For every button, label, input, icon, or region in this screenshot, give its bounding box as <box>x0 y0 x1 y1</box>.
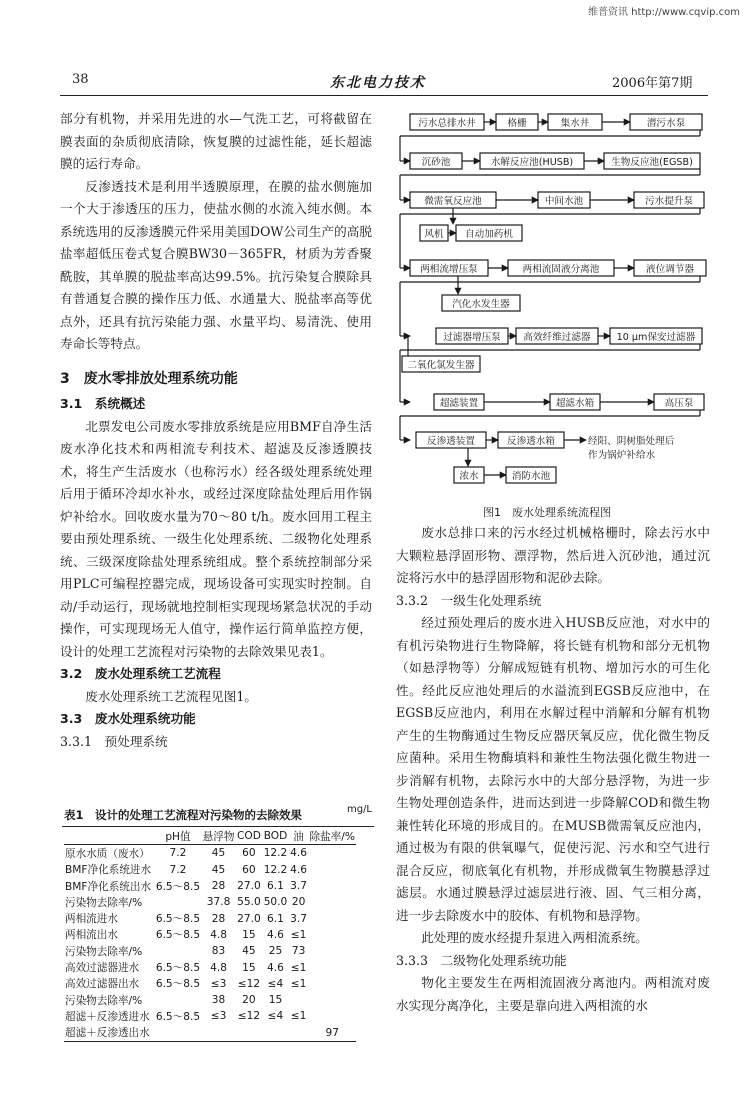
table-cell <box>309 1008 357 1024</box>
table-cell: 37.8 <box>206 896 231 909</box>
row-label: BMF净化系统进水 <box>65 864 152 877</box>
flow-label: 高效纤维过滤器 <box>523 332 591 343</box>
table-cell: 4.6 <box>290 863 308 876</box>
flow-label: 自动加药机 <box>465 229 513 240</box>
table-cell <box>154 992 201 1008</box>
row-label: BMF净化系统出水 <box>65 880 152 893</box>
table-row <box>64 878 356 894</box>
row-label: 超滤＋反渗透出水 <box>64 1025 154 1042</box>
subsubsection-heading: 3.3.1 预处理系统 <box>60 733 168 749</box>
page-number: 38 <box>72 72 89 87</box>
table-cell <box>309 878 357 894</box>
table-cell: 6.1 <box>267 912 284 925</box>
table-cell <box>289 1025 309 1042</box>
flow-label: 污水提升泵 <box>645 196 693 207</box>
left-column <box>60 108 372 753</box>
watermark: 维普资讯 http://www.cqvip.com <box>587 7 740 18</box>
flow-label: 反渗透装置 <box>427 436 475 447</box>
table-cell: 45 <box>211 847 226 860</box>
table-header-cell <box>64 828 154 845</box>
journal-title: 东北电力技术 <box>330 75 426 91</box>
paragraph: 北票发电公司废水零排放系统是应用BMF自净生活废水净化技术和两相流专利技术、超滤及反渗透膜技术，将生产生活废水（也称污水）经各级处理系统处理后用于循环冷却水补水，或经过深度除盐处理后用作锅炉补给水。回收废水量为70～80 t/h。废水回用工程主要由预处理系统、一级生化处理系统、二级物化处理系统、三级深度除盐处理系统组成。整个系统控制部分采用PLC可编程控器完成，现场设备可实现实时控制。自动/手动运行，现场就地控制柜实现现场紧急状况的手动操作，可实现现场无人值守，操作运行简单监控方便，设计的处理工艺流程对污染物的去除效果见表1。 <box>60 418 372 659</box>
table-cell: 25 <box>268 945 283 958</box>
section-heading: 3 废水零排放处理系统功能 <box>60 370 238 387</box>
table-header-cell: BOD <box>262 828 288 845</box>
table-cell <box>309 959 357 975</box>
table-cell: 4.8 <box>210 928 227 941</box>
table-cell: 15 <box>268 994 283 1007</box>
table-header-cell: COD <box>236 828 263 845</box>
table-cell: 6.5～8.5 <box>155 880 201 893</box>
flow-label: 超滤水箱 <box>555 398 595 409</box>
table-cell: 6.1 <box>267 880 284 893</box>
table-row <box>64 910 356 926</box>
table-cell: 4.6 <box>267 928 284 941</box>
table-cell <box>309 927 357 943</box>
paragraph: 此处理的废水经提升泵进入两相流系统。 <box>421 930 648 945</box>
row-label: 超滤＋反渗透进水 <box>65 1010 150 1023</box>
flow-label: 反渗透水箱 <box>507 436 555 447</box>
table-cell <box>309 862 357 878</box>
paragraph: 部分有机物，并采用先进的水—气洗工艺，可将截留在膜表面的杂质彻底清除，恢复膜的过滤性能，延长超滤膜的运行寿命。 <box>60 111 372 171</box>
flow-label: 格栅 <box>507 118 527 129</box>
table-cell <box>154 894 201 910</box>
table-header-cell: 除盐率/% <box>309 828 357 845</box>
table-row <box>64 976 356 992</box>
table-row <box>64 959 356 975</box>
flow-label: 生物反应池(EGSB) <box>611 157 693 168</box>
table-row <box>64 943 356 959</box>
table-cell: 6.5～8.5 <box>155 1010 201 1023</box>
paragraph: 经过预处理后的废水进入HUSB反应池，对水中的有机污染物进行生物降解，将长链有机物和部分无机物（如悬浮物等）分解成短链有机物、增加污水的可生化性。经此反应池处理后的水溢流到EGSB反应池中，在EGSB反应池内，利用在水解过程中消解和分解有机物产生的生物酶通过生物反应器厌氧反应，优化微生物反应菌种。采用生物酶填料和兼性生物法强化微生物进一步消解有机物，去除污水中的大部分悬浮物，为进一步生物处理创造条件，进而达到进一步降解COD和微生物兼性转化环境的形成目的。在MUSB微需氧反应池内，通过极为有限的供氧曝气，促使污泥、污水和空气进行混合反应，彻底氧化有机物，并形成微氧生物膜悬浮过滤层。水通过膜悬浮过滤层进行液、固、气三相分离，进一步去除废水中的胶体、有机物和悬浮物。 <box>396 615 710 923</box>
table-cell: 6.5～8.5 <box>155 962 201 975</box>
table-cell: 27.0 <box>237 912 261 925</box>
table-cell <box>154 943 201 959</box>
table-cell: 15 <box>242 928 256 941</box>
table-cell: 60 <box>242 863 256 876</box>
table-cell: 7.2 <box>169 847 187 860</box>
flow-label: 集水井 <box>560 118 590 129</box>
table-cell: ≤4 <box>267 977 284 990</box>
row-label: 原水水质（废水） <box>65 847 150 860</box>
flow-label: 消防水池 <box>511 471 551 482</box>
table-cell: 4.8 <box>210 961 227 974</box>
flow-label: 风机 <box>424 229 444 240</box>
table-cell: 60 <box>242 847 256 860</box>
table-cell: ≤1 <box>290 928 307 941</box>
flow-label: 沉砂池 <box>421 157 451 168</box>
flow-label: 高压泵 <box>664 398 694 409</box>
flow-label: 10 μm保安过滤器 <box>616 332 696 343</box>
table-cell: ≤3 <box>210 977 227 990</box>
flow-label: 污水总排水井 <box>418 118 476 129</box>
table-cell <box>309 992 357 1008</box>
table-cell: 83 <box>211 945 226 958</box>
table-header-cell: 油 <box>289 828 309 845</box>
table-cell: ≤1 <box>290 961 307 974</box>
table-cell: 12.2 <box>263 863 288 876</box>
table-top-rule <box>62 826 374 827</box>
table-header-cell: pH值 <box>154 828 201 845</box>
table-cell: ≤12 <box>237 977 261 990</box>
table-cell: 3.7 <box>290 880 308 893</box>
row-label: 污染物去除率/% <box>65 994 143 1007</box>
flow-label: 超滤装置 <box>439 398 479 409</box>
flow-label: 潜污水泵 <box>646 118 686 129</box>
header-rule <box>60 95 708 96</box>
flow-diagram <box>398 100 712 495</box>
table-row <box>64 927 356 943</box>
table-row <box>64 845 356 862</box>
table-cell: 38 <box>211 994 226 1007</box>
table-cell: 97 <box>309 1025 357 1042</box>
table-cell: 3.7 <box>290 912 308 925</box>
table-cell: 20 <box>291 896 306 909</box>
row-label: 污染物去除率/% <box>65 945 143 958</box>
flow-label: 两相流固液分离池 <box>522 264 600 275</box>
table-cell: 55.0 <box>237 896 261 909</box>
subsubsection-heading: 3.3.2 一级生化处理系统 <box>396 592 542 608</box>
row-label: 两相流进水 <box>65 913 118 926</box>
table-row <box>64 862 356 878</box>
flow-label: 二氧化氯发生器 <box>407 360 475 371</box>
subsection-heading: 3.3 废水处理系统功能 <box>60 711 196 726</box>
right-column <box>396 522 710 1017</box>
subsection-heading: 3.2 废水处理系统工艺流程 <box>60 666 221 681</box>
table-cell <box>309 894 357 910</box>
table-header-cell: 悬浮物 <box>202 828 236 845</box>
table-cell: 28 <box>211 912 226 925</box>
table-cell: 7.2 <box>169 863 187 876</box>
row-label: 高效过滤器出水 <box>65 978 140 991</box>
flow-label: 水解反应池(HUSB) <box>490 157 574 168</box>
flow-label: 作为锅炉补给水 <box>588 450 656 461</box>
paragraph: 反渗透技术是利用半透膜原理，在膜的盐水侧施加一个大于渗透压的压力，使盐水侧的水流入纯水侧。本系统选用的反渗透膜元件采用美国DOW公司生产的高脱盐率超低压卷式复合膜BW30－365FR，材质为芳香聚酰胺，其单膜的脱盐率高达99.5%。抗污染复合膜除具有普通复合膜的操作压力低、水通量大、脱盐率高等优点外，还具有抗污染能力强、水量平均、易清洗、使用寿命长等特点。 <box>60 178 372 351</box>
table-cell: 73 <box>291 945 306 958</box>
flow-label: 两相流增压泵 <box>420 264 478 275</box>
paragraph: 废水处理系统工艺流程见图1。 <box>85 688 257 704</box>
flow-label: 中间水池 <box>544 196 584 207</box>
flow-label: 汽化水发生器 <box>452 299 510 310</box>
table-cell: 50.0 <box>263 896 288 909</box>
paragraph: 废水总排口来的污水经过机械格栅时，除去污水中大颗粒悬浮固形物、漂浮物，然后进入沉砂池，通过沉淀将污水中的悬浮固形物和泥砂去除。 <box>396 525 710 585</box>
table-row <box>64 1025 356 1042</box>
table-cell: 4.6 <box>290 847 308 860</box>
row-label: 两相流出水 <box>65 929 118 942</box>
subsubsection-heading: 3.3.3 二级物化处理系统功能 <box>396 952 567 968</box>
table-cell: 4.6 <box>267 961 284 974</box>
table-row <box>64 992 356 1008</box>
table-cell: 28 <box>211 880 226 893</box>
flow-label: 过滤器增压泵 <box>443 332 501 343</box>
paragraph: 物化主要发生在两相流固液分离池内。两相流对废水实现分离净化，主要是靠向进入两相流的水 <box>396 975 710 1013</box>
table-cell <box>289 992 309 1008</box>
table-cell: 6.5～8.5 <box>155 978 201 991</box>
table-cell: 45 <box>242 945 256 958</box>
table-cell: ≤1 <box>290 1010 307 1023</box>
table-cell <box>202 1025 236 1042</box>
flow-label: 液位调节器 <box>646 264 694 275</box>
table-cell <box>262 1025 288 1042</box>
table-unit: mg/L <box>346 804 372 815</box>
table-cell: ≤1 <box>290 977 307 990</box>
table-cell: 45 <box>211 863 226 876</box>
table-cell: 6.5～8.5 <box>155 929 201 942</box>
table-cell <box>236 1025 263 1042</box>
table-cell: ≤12 <box>237 1010 261 1023</box>
table-cell: 27.0 <box>237 880 261 893</box>
table-caption: 表1 设计的处理工艺流程对污染物的去除效果 <box>64 808 302 822</box>
table-cell: 6.5～8.5 <box>155 913 201 926</box>
flow-label: 经阳、阴树脂处理后 <box>588 436 675 447</box>
data-table <box>64 828 356 1042</box>
flow-label: 浓水 <box>459 471 479 482</box>
table-cell <box>154 1025 201 1042</box>
table-cell: ≤4 <box>267 1010 284 1023</box>
table-cell: 20 <box>242 994 256 1007</box>
table-row <box>64 1008 356 1024</box>
table-cell: ≤3 <box>210 1010 227 1023</box>
figure-caption: 图1 废水处理系统流程图 <box>483 506 611 519</box>
table-cell: 12.2 <box>263 847 288 860</box>
row-label: 污染物去除率/% <box>65 896 143 909</box>
subsection-heading: 3.1 系统概述 <box>60 396 146 411</box>
flow-label: 微需氧反应池 <box>424 196 482 207</box>
row-label: 高效过滤器进水 <box>65 962 140 975</box>
issue-label: 2006年第7期 <box>612 76 693 91</box>
table-cell <box>309 943 357 959</box>
table-header-row <box>64 828 356 845</box>
table-cell <box>309 976 357 992</box>
table1-caption-row <box>64 804 372 823</box>
table-row <box>64 894 356 910</box>
table-cell: 15 <box>242 961 256 974</box>
table-cell <box>309 845 357 862</box>
table-cell <box>309 910 357 926</box>
